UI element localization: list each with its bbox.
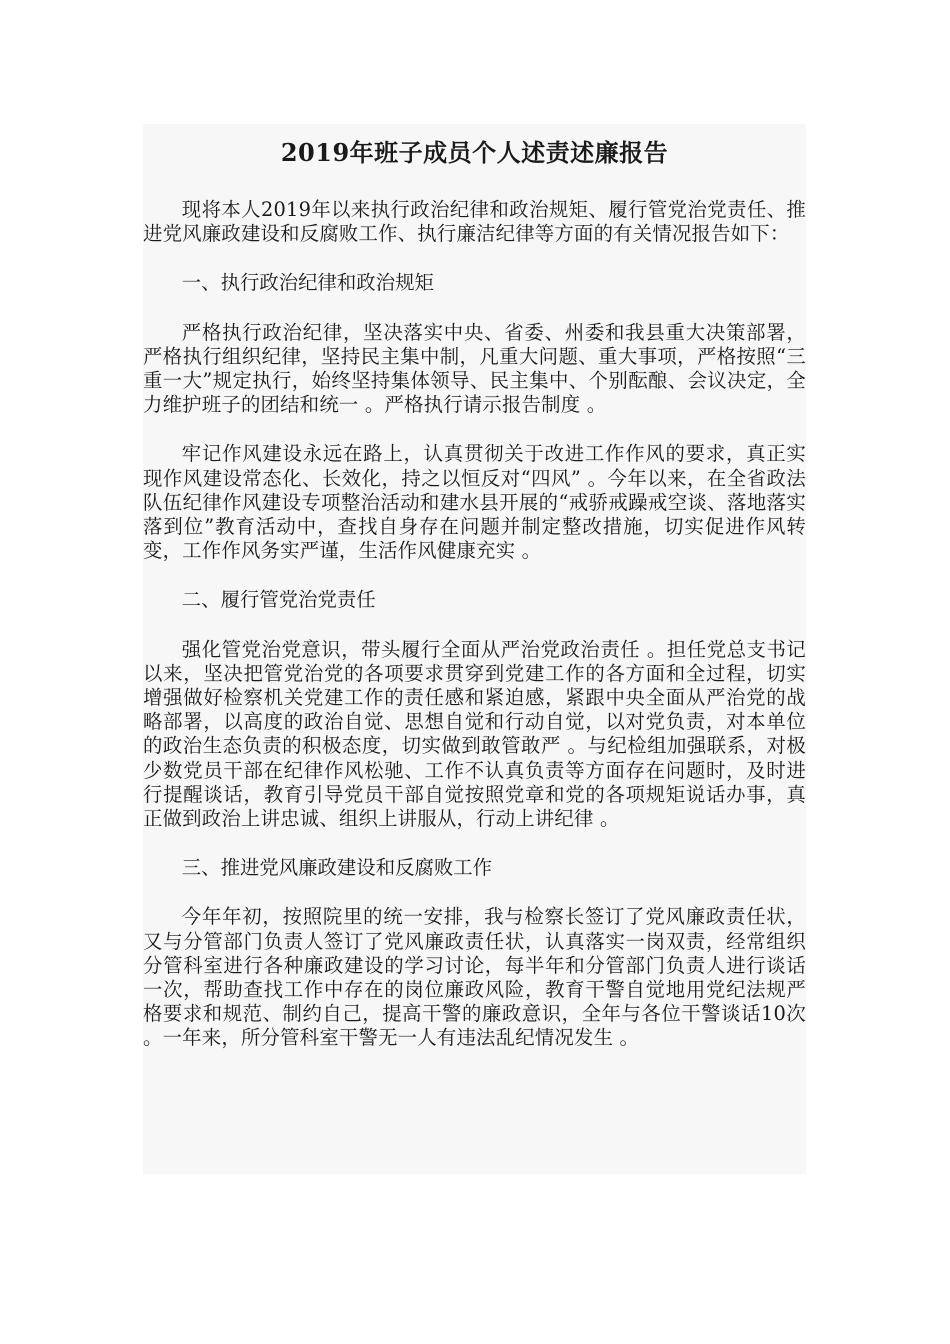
spacer xyxy=(143,880,806,905)
spacer xyxy=(143,170,806,198)
spacer xyxy=(143,246,806,271)
section3-paragraph-1: 今年年初，按照院里的统一安排，我与检察长签订了党风廉政责任状，又与分管部门负责人签订了党风廉政责任状，认真落实一岗双责，经常组织分管科室进行各种廉政建设的学习讨论，每半年和分管部门负责人进行谈话一次，帮助查找工作中存在的岗位廉政风险，教育干警自觉地用党纪法规严格要求和规范、制约自己，提高干警的廉政意识，全年与各位干警谈话10次 。一年来，所分管科室干警无一人有违法乱纪情况发生 。 xyxy=(143,905,806,1050)
spacer xyxy=(143,831,806,856)
section-heading-2: 二、履行管党治党责任 xyxy=(181,588,376,612)
spacer xyxy=(143,613,806,638)
intro-paragraph: 现将本人2019年以来执行政治纪律和政治规矩、履行管党治党责任、推进党风廉政建设和反腐败工作、执行廉洁纪律等方面的有关情况报告如下： xyxy=(143,198,806,246)
section2-paragraph-1: 强化管党治党意识，带头履行全面从严治党政治责任 。担任党总支书记以来，坚决把管党治党的各项要求贯穿到党建工作的各方面和全过程，切实增强做好检察机关党建工作的责任感和紧迫感，紧跟中央全面从严治党的战略部署，以高度的政治自觉、思想自觉和行动自觉，以对党负责，对本单位的政治生态负责的积极态度，切实做到敢管敢严 。与纪检组加强联系，对极少数党员干部在纪律作风松驰、工作不认真负责等方面存在问题时，及时进行提醒谈话，教育引导党员干部自觉按照党章和党的各项规矩说话办事，真正做到政治上讲忠诚、组织上讲服从，行动上讲纪律 。 xyxy=(143,637,806,831)
spacer xyxy=(143,563,806,588)
spacer xyxy=(143,417,806,442)
spacer xyxy=(143,296,806,321)
section1-paragraph-1: 严格执行政治纪律，坚决落实中央、省委、州委和我县重大决策部署，严格执行组织纪律，坚持民主集中制，凡重大问题、重大事项，严格按照“三重一大”规定执行，始终坚持集体领导、民主集中、个别酝酿、会议决定，全力维护班子的团结和统一 。严格执行请示报告制度 。 xyxy=(143,320,806,417)
section-heading-1: 一、执行政治纪律和政治规矩 xyxy=(181,271,434,295)
section-heading-3: 三、推进党风廉政建设和反腐败工作 xyxy=(181,856,493,880)
document-title: 2019年班子成员个人述责述廉报告 xyxy=(280,138,669,167)
document-page xyxy=(143,124,806,1174)
section1-paragraph-2: 牢记作风建设永远在路上，认真贯彻关于改进工作作风的要求，真正实现作风建设常态化、长效化，持之以恒反对“四风” 。今年以来，在全省政法队伍纪律作风建设专项整治活动和建水县开展的“戒骄戒躁戒空谈、落地落实落到位”教育活动中，查找自身存在问题并制定整改措施，切实促进作风转变，工作作风务实严谨，生活作风健康充实 。 xyxy=(143,442,806,563)
